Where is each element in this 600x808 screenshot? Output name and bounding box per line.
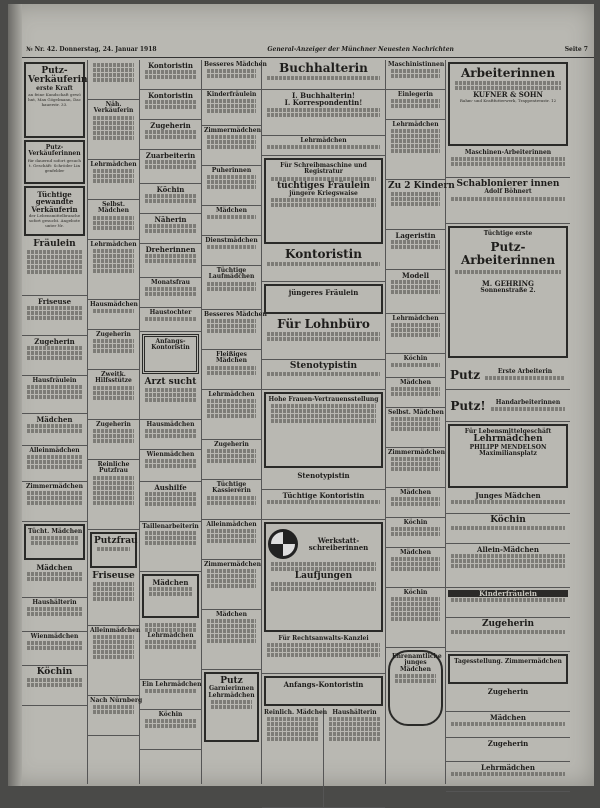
ad-title: Putz-Verkäuferin	[28, 66, 88, 86]
ad-title: Lehrmädchen	[208, 391, 255, 398]
ad-hausfraeulein	[22, 376, 87, 414]
ad-lehrmaedchen	[202, 390, 261, 440]
ad-stenotypistin-2	[262, 470, 385, 490]
ad-wienmaedchen	[140, 450, 201, 482]
ad-haustochter	[140, 308, 201, 332]
ad-frauen-vertrauensstellung	[264, 392, 383, 468]
ad-title: Zugeherin	[96, 421, 131, 428]
ad-lehrmaedchen	[386, 120, 445, 180]
ad-pre: Für Lebensmittelgeschäft	[464, 428, 552, 435]
ad-title: Arbeiterinnen	[460, 66, 556, 80]
ad-naeherin	[140, 214, 201, 244]
ad-title: Nach Nürnberg	[90, 697, 143, 704]
ad-title: Kinderfräulein	[448, 590, 568, 597]
ad-title: Mädchen	[152, 578, 189, 587]
ad-koechin-2	[140, 710, 201, 750]
ad-text: an feine Kundschaft gewöhnt, Max Gögelmann, Dachauerstr. 33.	[28, 92, 81, 108]
ad-title-2: I. Korrespondentin!	[284, 98, 363, 108]
ad-subtitle: Garnierinnen Lehrmädchen	[208, 685, 255, 699]
ad-title: Friseuse	[37, 297, 72, 306]
header-masthead: General-Anzeiger der Münchner Neuesten Nachrichten	[267, 46, 454, 53]
column-2	[88, 60, 143, 784]
ad-title: Arzt sucht	[144, 377, 197, 387]
ad-koechin	[22, 666, 87, 706]
ad-maedchen-2	[202, 610, 261, 670]
ad-title: Haushälterin	[32, 599, 77, 606]
ad-title: Ehrenamtliche	[392, 653, 442, 660]
ad-title: Taillenarbeiterin	[142, 523, 199, 530]
column-4	[202, 60, 267, 784]
ad-title: Mädchen	[400, 379, 431, 386]
ad-title: Puherinnen	[211, 167, 252, 174]
ad-title: Putz	[220, 676, 243, 686]
ad-title: Zimmermädchen	[26, 483, 83, 490]
ad-tuecht-maedchen	[24, 524, 85, 560]
ad-title: Werkstatt-schreiberinnen	[308, 535, 369, 552]
ad-title: Kontoristin	[148, 91, 193, 100]
ad-lehrmaedchen	[446, 762, 570, 792]
ad-maedchen	[202, 206, 261, 236]
ad-naeh-verkaeuferin	[88, 60, 139, 100]
ad-title: Zugeherin	[214, 441, 249, 448]
ad-maedchen	[446, 712, 570, 738]
ad-zugeherin	[22, 336, 87, 376]
newspaper-page	[8, 4, 594, 786]
ad-maedchen-2	[22, 562, 87, 598]
ad-koechin	[140, 184, 201, 214]
column-7	[446, 60, 570, 784]
ad-maedchen-3	[386, 548, 445, 588]
ad-koechin-3	[386, 588, 445, 648]
ad-title: Zuarbeiterin	[145, 151, 196, 160]
ad-juengeres-fraeulein	[264, 284, 383, 314]
ad-zugeherin-3	[446, 738, 570, 762]
ad-company: KUFNER & SOHN	[473, 89, 543, 99]
ad-title: Mädchen	[216, 611, 247, 618]
ad-zuarbeiterin	[140, 150, 201, 184]
ad-fuer-lohnbuero	[262, 316, 385, 360]
ad-title: Hausfräulein	[32, 377, 77, 384]
ad-kontoristin	[140, 60, 201, 90]
ad-putz-garnierinnen	[204, 672, 259, 742]
ad-putz-verkaeuferinnen	[24, 140, 85, 184]
ad-title: Für Schreibmaschine und Registratur	[280, 162, 367, 176]
ad-zugeherin	[88, 330, 139, 370]
ad-kassiererin	[202, 480, 261, 520]
ad-lageristin	[386, 230, 445, 270]
ad-title: Putzfrau	[94, 536, 138, 546]
ad-zimmermaedchen	[386, 448, 445, 488]
ad-junges-maedchen	[388, 650, 443, 726]
ad-junges-maedchen	[446, 490, 570, 514]
ad-friseuse	[88, 570, 139, 626]
ad-main: tüchtiges Fräulein	[277, 180, 370, 191]
ad-besseres-maedchen-2	[202, 310, 267, 350]
ad-title: Kontoristin	[148, 61, 193, 70]
ad-title: Wienmädchen	[30, 633, 79, 640]
ad-title: Anfangs-Kontoristin	[283, 680, 364, 689]
ad-allein-maedchen	[446, 544, 570, 588]
ad-verkaeuferin	[24, 186, 85, 236]
ad-title: Aushilfe	[154, 483, 187, 492]
ad-title: Köchin	[403, 519, 428, 526]
ad-title: Mädchen	[216, 207, 247, 214]
ad-title: Friseuse	[92, 571, 135, 581]
ad-title: Einlegerin	[397, 91, 434, 98]
ad-title: Zimmermädchen	[204, 561, 261, 568]
ad-title: Monatsfrau	[150, 279, 191, 286]
ad-title: Kontoristin	[285, 247, 362, 261]
ad-aushilfe	[140, 482, 201, 522]
ad-title: Besseres Mädchen	[204, 311, 267, 318]
ad-title: Ein Lehrmädchen	[142, 681, 202, 688]
ad-monatsfrau	[140, 278, 201, 308]
ad-title: Haushälterin	[332, 709, 377, 716]
ad-title: Näherin	[154, 215, 187, 224]
page-binding	[8, 4, 22, 786]
ad-koechin-2	[386, 518, 445, 548]
ad-buchhalterin	[262, 60, 385, 90]
ad-tagesstellung	[448, 654, 568, 684]
ad-alleinmaedchen	[202, 520, 261, 560]
ad-putz-erste-arbeiterin	[446, 360, 570, 390]
ad-taillenarbeiterin	[140, 522, 201, 572]
ad-title: Wienmädchen	[146, 451, 195, 458]
ad-stenotypistin	[262, 360, 385, 390]
ad-subtitle: Handarbeiterinnen	[495, 398, 561, 406]
ad-hausmaedchen	[88, 300, 139, 330]
ad-title: Zu 2 Kindern	[388, 181, 455, 191]
ad-title: Zugeherin	[487, 739, 529, 748]
ad-title: Hausmädchen	[90, 301, 138, 308]
ad-title: Kinderfräulein	[206, 91, 257, 98]
ad-alleinmaedchen	[22, 446, 87, 482]
ad-title: Stenotypistin	[289, 361, 358, 371]
ad-title: Zimmermädchen	[388, 449, 445, 456]
ad-title: Tüchtige Kontoristin	[282, 491, 365, 500]
ad-title: Köchin	[158, 711, 183, 718]
ad-zimmermaedchen	[22, 482, 87, 522]
column-6	[386, 60, 455, 784]
ad-subtitle: Adolf Böhnert	[484, 188, 532, 196]
ad-lehrmaedchen-mendelson	[448, 424, 568, 488]
ad-subtitle: Laufjungen	[294, 571, 353, 581]
ad-puherinnen	[202, 166, 261, 206]
ad-modell	[386, 270, 445, 314]
ad-title: Alleinmädchen	[29, 447, 80, 454]
ad-schreibmaschine	[264, 158, 383, 244]
ad-subtitle: erste Kraft	[36, 84, 73, 92]
ad-title: Zimmermädchen	[204, 127, 261, 134]
ad-zugeherin-2	[88, 420, 139, 460]
ad-koechin	[386, 354, 445, 378]
ad-title: Köchin	[403, 355, 428, 362]
ad-address: Sonnenstraße 2.	[480, 286, 536, 294]
ad-zugeherin	[446, 618, 570, 652]
ad-company: M. GEHRING	[481, 279, 535, 289]
ad-dreherinnen	[140, 244, 201, 278]
ad-ein-lehrmaedchen	[140, 680, 201, 710]
header-page-number: Seite 7	[564, 46, 588, 53]
ad-zimmermaedchen	[202, 126, 261, 166]
ad-title: Zugeherin	[150, 121, 191, 130]
ad-title: Zugeherin	[34, 337, 75, 346]
ad-title: Putz-Arbeiterinnen	[460, 240, 556, 267]
ad-title: Lehrmädchen	[147, 632, 194, 639]
ad-selbst-maedchen	[386, 408, 445, 448]
ad-title: Lehrmädchen	[90, 241, 137, 248]
ad-hilfsstuetze	[88, 370, 139, 420]
ad-title: Alleinmädchen	[206, 521, 257, 528]
ad-lehrmaedchen-2	[88, 240, 139, 300]
ad-title: Schablonierer innen	[456, 179, 560, 189]
ad-company: PHILIPP MENDELSON	[469, 443, 547, 451]
ad-title: Putz!	[450, 398, 486, 413]
ad-maschinistinnen	[386, 60, 445, 90]
ad-rechtsanwalts-kanzlei	[262, 634, 385, 674]
ad-subtitle: jüngere Kriegswaise	[289, 190, 358, 198]
ad-title: I. Buchhalterin!	[292, 91, 355, 100]
ad-zimmermaedchen-2	[202, 560, 261, 610]
ad-title: Für Rechtsanwalts-Kanzlei	[278, 635, 369, 642]
ad-title: Anfangs-Kontoristin	[151, 338, 190, 352]
ad-title: Tüchtige Kassiererin	[212, 481, 251, 495]
ad-kinderfraeulein	[202, 90, 261, 126]
ad-title: Köchin	[156, 185, 185, 194]
ad-text: Rahm- und Kraftfutterwerk, Trappentreustr. 12	[459, 97, 557, 103]
column-1	[22, 60, 88, 784]
ad-title: Alleinmädchen	[90, 627, 141, 634]
ad-haushaelterin	[22, 598, 87, 632]
ad-title: Lehrmädchen	[392, 121, 439, 128]
ad-title: Mädchen	[36, 415, 73, 424]
ad-nach-nuernberg	[88, 696, 143, 736]
ad-zu-2-kindern	[386, 180, 455, 230]
ad-title: Für Lohnbüro	[277, 317, 370, 331]
ad-title: Lehrmädchen	[481, 763, 535, 772]
ad-putz-arbeiterinnen-gehring	[448, 226, 568, 358]
ad-haushaelterin	[324, 708, 385, 808]
ad-title: Selbst. Mädchen	[388, 409, 444, 416]
ad-lehrmaedchen	[140, 620, 201, 680]
ad-title: Lehrmädchen	[392, 315, 439, 322]
ad-title: Tagesstellung. Zimmermädchen	[454, 658, 562, 665]
ad-tuechtige-kontoristin	[262, 490, 385, 520]
ad-title: Modell	[401, 271, 430, 280]
ad-pre: Tüchtige erste	[483, 230, 533, 237]
ad-title: Zugeherin	[487, 687, 529, 696]
ad-koechin	[446, 514, 570, 544]
ad-title: Fleißiges Mädchen	[216, 351, 247, 365]
ad-maedchen	[22, 414, 87, 446]
ad-title: Mädchen	[400, 549, 431, 556]
ad-address: Maximiliansplatz	[479, 450, 537, 458]
ad-text: der Lebensmittelbranche sofort gesucht. Angebote unter Nr.	[28, 213, 81, 229]
ad-title: Lehrmädchen	[473, 434, 543, 445]
ad-kinderfraeulein	[446, 588, 570, 618]
company-logo-icon	[268, 529, 298, 559]
ad-maedchen-2	[386, 488, 445, 518]
ad-einlegerin	[386, 90, 445, 120]
ad-title: Haustochter	[149, 309, 192, 316]
ad-kontoristin	[262, 246, 385, 282]
column-5	[262, 60, 386, 784]
ad-title: Tüchtige gewandte Verkäuferin	[31, 190, 78, 214]
ad-putz-handarbeiterinnen	[446, 390, 570, 422]
ad-arbeiterinnen-kufner	[448, 62, 568, 146]
ad-selbst-maedchen	[88, 200, 139, 240]
ad-friseuse	[22, 296, 87, 336]
ad-zugeherin-2	[446, 686, 570, 712]
ad-werkstattschreiberinnen	[264, 522, 383, 632]
ad-alleinmaedchen	[88, 626, 139, 696]
ad-title: Köchin	[36, 667, 73, 677]
ad-title: Putz	[449, 367, 481, 382]
ad-title: Mädchen	[489, 713, 527, 722]
ad-title: Lehrmädchen	[90, 161, 137, 168]
ad-kontoristin-2	[140, 90, 201, 120]
ad-anfangs-kontoristin	[264, 676, 383, 706]
ad-lehrmaedchen	[262, 136, 385, 156]
ad-title: Hohe Frauen-Vertrauensstellung	[268, 396, 379, 403]
ad-putz-verkaeuferin	[24, 62, 88, 138]
ad-zugeherin	[202, 440, 261, 480]
ad-anfangs-kontoristin	[142, 334, 199, 374]
ad-zugeherin	[140, 120, 201, 150]
ad-maedchen	[386, 378, 445, 408]
ad-title: Selbst. Mädchen	[98, 201, 129, 215]
ad-title: Buchhalterin	[279, 61, 368, 75]
ad-title: Zugeherin	[96, 331, 131, 338]
ad-maschinen-arbeiterinnen	[446, 148, 570, 178]
ad-reinlich-maedchen	[262, 708, 328, 808]
ad-dienstmaedchen	[202, 236, 261, 266]
ad-title: Köchin	[403, 589, 428, 596]
ad-title: Stenotypistin	[297, 471, 350, 480]
ad-hausmaedchen	[140, 420, 201, 450]
ad-title: Lageristin	[395, 231, 436, 240]
ad-title: Köchin	[490, 515, 526, 525]
ad-putzfrau	[88, 460, 139, 530]
ad-title: Dreherinnen	[145, 245, 196, 254]
ad-title: Mädchen	[36, 563, 73, 572]
ad-i-buchhalterin	[262, 90, 385, 136]
ad-title: Fräulein	[33, 239, 76, 249]
ad-title: Putz-Verkäuferinnen	[28, 144, 81, 158]
ad-besseres-maedchen	[202, 60, 267, 90]
ad-fraeulein	[22, 238, 87, 296]
ad-title: Allein-Mädchen	[477, 545, 539, 554]
ad-title: Zweitk. Hilfsstütze	[95, 371, 132, 385]
ad-text: für dauernd sofort gesucht. Geschäft: Schröder Lingenfelder	[28, 157, 81, 173]
ad-title: Tücht. Mädchen	[28, 528, 83, 535]
ad-title: Lehrmädchen	[300, 137, 347, 144]
ad-title: Hausmädchen	[146, 421, 195, 428]
header-issue: № Nr. 42. Donnerstag, 24. Januar 1918	[26, 46, 157, 53]
ad-putzfrau-2	[90, 532, 137, 568]
ad-title: Zugeherin	[481, 619, 535, 629]
ad-title: Maschinen-Arbeiterinnen	[464, 149, 552, 156]
ad-title: Maschinistinnen	[388, 61, 445, 68]
ad-subtitle: junges Mädchen	[400, 659, 431, 673]
ad-title: Tüchtige Laufmädchen	[208, 267, 255, 281]
ad-title: Junges Mädchen	[475, 491, 541, 500]
ad-arzt-sucht	[140, 376, 201, 420]
ad-fleissiges-maedchen	[202, 350, 261, 390]
ad-lehrmaedchen	[88, 160, 139, 200]
ad-title: Besseres Mädchen	[204, 61, 267, 68]
ad-wienmaedchen	[22, 632, 87, 666]
ad-title: Reinliche Putzfrau	[97, 461, 130, 475]
ad-title: Reinlich. Mädchen	[264, 709, 328, 716]
ad-maedchen	[142, 574, 199, 618]
page-header	[22, 46, 594, 58]
ad-title: Dienstmädchen	[205, 237, 258, 244]
ad-title: Mädchen	[400, 489, 431, 496]
ad-schablonierer-innen	[446, 178, 570, 224]
ad-laufmaedchen	[202, 266, 261, 310]
ad-lehrmaedchen-2	[386, 314, 445, 354]
ad-naeh-verkaeuferin-2	[88, 100, 139, 160]
ad-title: jüngeres Fräulein	[288, 288, 359, 297]
column-3	[140, 60, 202, 784]
ad-subtitle: Erste Arbeiterin	[497, 367, 553, 375]
ad-title: Näh. Verkäuferin	[93, 101, 134, 115]
